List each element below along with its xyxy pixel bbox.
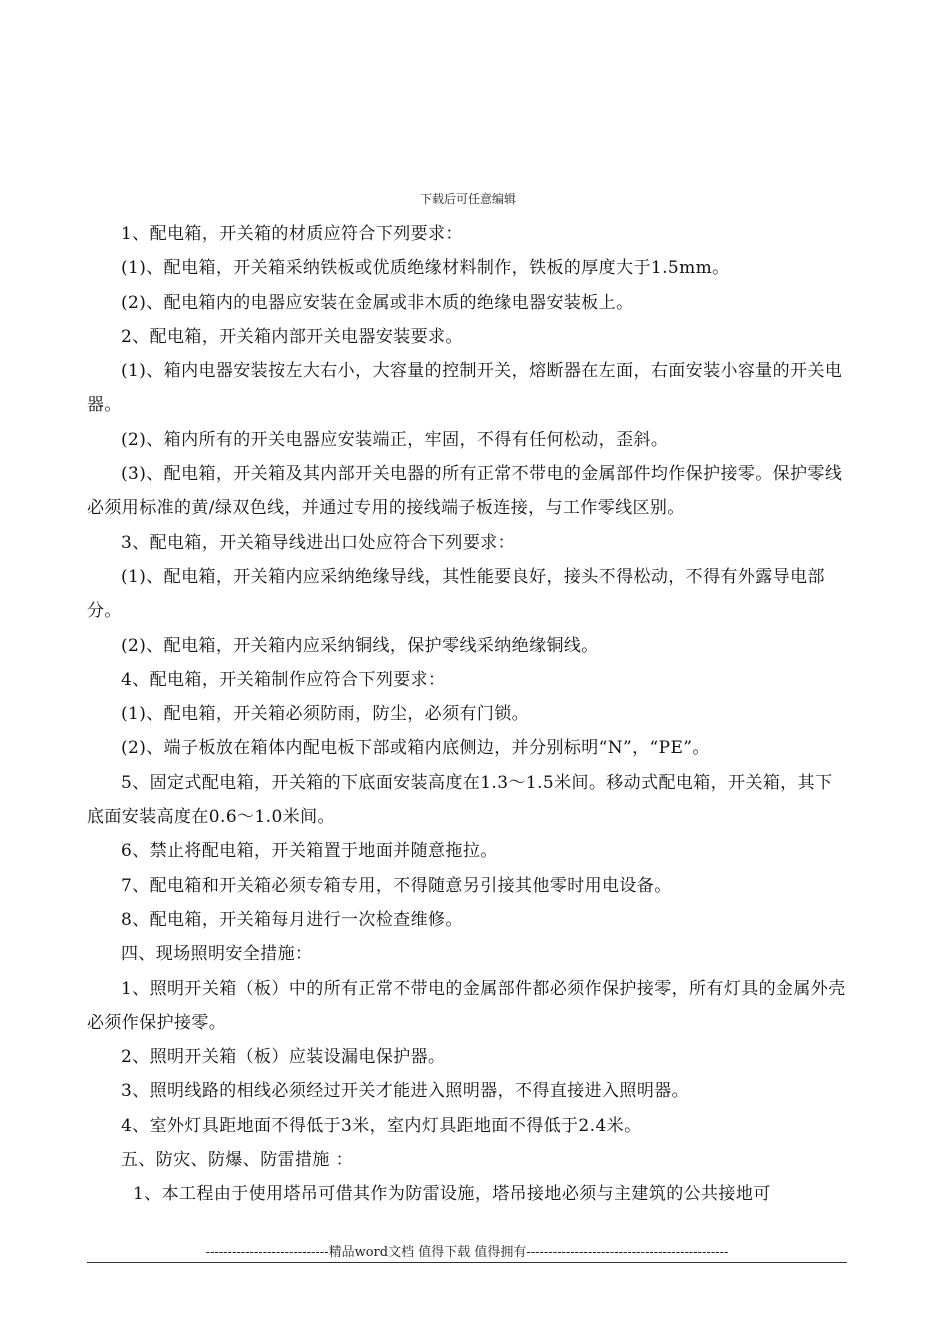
paragraph: 5、固定式配电箱，开关箱的下底面安装高度在1.3～1.5米间。移动式配电箱，开关箱，其下底面安装高度在0.6～1.0米间。	[87, 772, 833, 828]
footer-rule	[87, 1262, 847, 1263]
paragraph: 8、配电箱，开关箱每月进行一次检查维修。	[121, 909, 463, 930]
document-body	[87, 217, 849, 1212]
paragraph: 3、照明线路的相线必须经过开关才能进入照明器，不得直接进入照明器。	[121, 1081, 690, 1102]
paragraph: (1)、配电箱，开关箱必须防雨，防尘，必须有门锁。	[121, 704, 530, 725]
paragraph: (1)、配电箱，开关箱内应采纳绝缘导线，其性能要良好，接头不得松动，不得有外露导电部分。	[87, 566, 825, 622]
paragraph: (2)、配电箱，开关箱内应采纳铜线，保护零线采纳绝缘铜线。	[121, 635, 599, 656]
paragraph: 3、配电箱，开关箱导线进出口处应符合下列要求：	[121, 532, 516, 553]
paragraph: (2)、配电箱内的电器应安装在金属或非木质的绝缘电器安装板上。	[121, 292, 634, 313]
section-heading: 四、现场照明安全措施：	[121, 944, 313, 965]
paragraph: 4、配电箱，开关箱制作应符合下列要求：	[121, 669, 446, 690]
paragraph: 1、配电箱，开关箱的材质应符合下列要求：	[121, 224, 463, 244]
paragraph: 1、照明开关箱（板）中的所有正常不带电的金属部件都必须作保护接零，所有灯具的金属外壳必须作保护接零。	[87, 978, 846, 1033]
paragraph: 6、禁止将配电箱，开关箱置于地面并随意拖拉。	[121, 841, 498, 862]
paragraph: (1)、箱内电器安装按左大右小，大容量的控制开关，熔断器在左面，右面安装小容量的开关电器。	[87, 361, 843, 416]
footer-note: ----------------------------精品word文档 值得下载 值得拥有----------------------------------------------	[205, 1245, 729, 1260]
paragraph: (2)、箱内所有的开关电器应安装端正，牢固，不得有任何松动，歪斜。	[121, 429, 669, 450]
paragraph: 4、室外灯具距地面不得低于3米，室内灯具距地面不得低于2.4米。	[121, 1115, 642, 1136]
paragraph: (3)、配电箱，开关箱及其内部开关电器的所有正常不带电的金属部件均作保护接零。保护零线必须用标准的黄/绿双色线，并通过专用的接线端子板连接，与工作零线区别。	[87, 464, 843, 519]
header-note: 下载后可任意编辑	[419, 192, 516, 206]
paragraph: 1、本工程由于使用塔吊可借其作为防雷设施，塔吊接地必须与主建筑的公共接地可	[133, 1184, 771, 1205]
paragraph: 7、配电箱和开关箱必须专箱专用，不得随意另引接其他零时用电设备。	[121, 875, 672, 896]
paragraph: 2、配电箱，开关箱内部开关电器安装要求。	[121, 326, 463, 347]
section-heading: 五、防灾、防爆、防雷措施 ：	[121, 1150, 354, 1171]
paragraph: (1)、配电箱，开关箱采纳铁板或优质绝缘材料制作，铁板的厚度大于1.5mm。	[121, 258, 730, 279]
paragraph: (2)、端子板放在箱体内配电板下部或箱内底侧边，并分别标明“N”，“PE”。	[121, 738, 710, 759]
paragraph: 2、照明开关箱（板）应装设漏电保护器。	[121, 1047, 446, 1068]
